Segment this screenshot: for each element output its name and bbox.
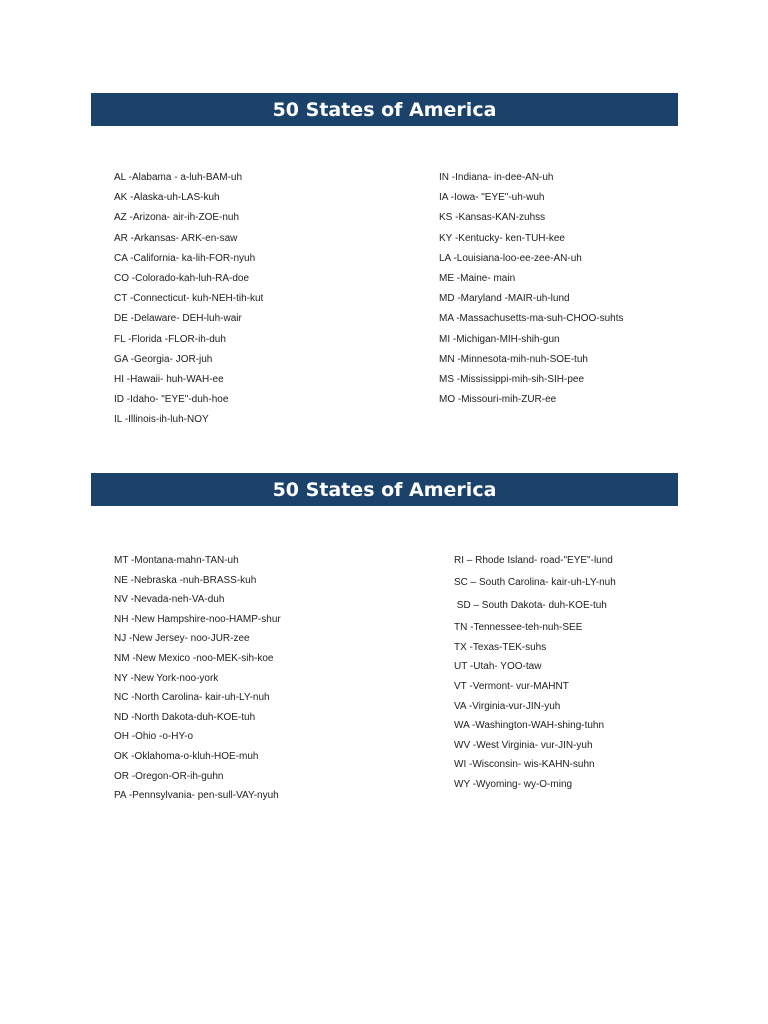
list-item: GA -Georgia- JOR-juh	[114, 353, 213, 365]
list-item: DE -Delaware- DEH-luh-wair	[114, 313, 242, 325]
list-item: ID -Idaho- "EYE"-duh-hoe	[114, 394, 229, 406]
section-1-title: 50 States of America	[91, 93, 678, 126]
list-item: MI -Michigan-MIH-shih-gun	[439, 333, 560, 345]
section-1-right-list	[439, 168, 624, 410]
list-item: CT -Connecticut- kuh-NEH-tih-kut	[114, 293, 264, 305]
list-item: VT -Vermont- vur-MAHNT	[454, 680, 569, 692]
section-2-left-list	[114, 551, 281, 806]
list-item: SD – South Dakota- duh-KOE-tuh	[454, 599, 607, 611]
list-item: VA -Virginia-vur-JIN-yuh	[454, 700, 561, 712]
list-item: WI -Wisconsin- wis-KAHN-suhn	[454, 759, 595, 771]
list-item: AZ -Arizona- air-ih-ZOE-nuh	[114, 212, 240, 224]
list-item: MN -Minnesota-mih-nuh-SOE-tuh	[439, 353, 588, 365]
list-item: SC – South Carolina- kair-uh-LY-nuh	[454, 577, 616, 589]
list-item: MT -Montana-mahn-TAN-uh	[114, 555, 239, 566]
list-item: WV -West Virginia- vur-JIN-yuh	[454, 739, 593, 751]
list-item: LA -Louisiana-loo-ee-zee-AN-uh	[439, 252, 582, 264]
list-item: MS -Mississippi-mih-sih-SIH-pee	[439, 373, 585, 385]
list-item: AK -Alaska-uh-LAS-kuh	[114, 192, 220, 204]
list-item: NY -New York-noo-york	[114, 672, 219, 684]
list-item: IN -Indiana- in-dee-AN-uh	[439, 172, 554, 183]
list-item: NE -Nebraska -nuh-BRASS-kuh	[114, 574, 257, 586]
list-item: NJ -New Jersey- noo-JUR-zee	[114, 633, 250, 645]
list-item: PA -Pennsylvania- pen-sull-VAY-nyuh	[114, 790, 279, 802]
list-item: ND -North Dakota-duh-KOE-tuh	[114, 711, 256, 723]
list-item: CO -Colorado-kah-luh-RA-doe	[114, 272, 250, 284]
list-item: AL -Alabama - a-luh-BAM-uh	[114, 172, 243, 183]
list-item: IA -Iowa- "EYE"-uh-wuh	[439, 192, 545, 204]
list-item: ME -Maine- main	[439, 272, 516, 284]
section-1-left-list	[114, 168, 263, 430]
list-item: KS -Kansas-KAN-zuhss	[439, 212, 546, 224]
list-item: OK -Oklahoma-o-kluh-HOE-muh	[114, 750, 259, 762]
list-item: WY -Wyoming- wy-O-ming	[454, 778, 573, 790]
list-item: TX -Texas-TEK-suhs	[454, 641, 547, 653]
list-item: WA -Washington-WAH-shing-tuhn	[454, 720, 605, 732]
list-item: MD -Maryland -MAIR-uh-lund	[439, 293, 570, 305]
list-item: CA -California- ka-lih-FOR-nyuh	[114, 252, 256, 264]
list-item: OR -Oregon-OR-ih-guhn	[114, 770, 224, 782]
section-2-right-list	[454, 551, 616, 795]
list-item: NV -Nevada-neh-VA-duh	[114, 594, 225, 606]
list-item: OH -Ohio -o-HY-o	[114, 731, 194, 743]
list-item: AR -Arkansas- ARK-en-saw	[114, 232, 238, 244]
section-2-title: 50 States of America	[91, 473, 678, 506]
list-item: IL -Illinois-ih-luh-NOY	[114, 414, 209, 426]
list-item: MA -Massachusetts-ma-suh-CHOO-suhts	[439, 313, 624, 325]
list-item: NC -North Carolina- kair-uh-LY-nuh	[114, 692, 270, 704]
list-item: NM -New Mexico -noo-MEK-sih-koe	[114, 652, 274, 664]
list-item: NH -New Hampshire-noo-HAMP-shur	[114, 613, 281, 625]
list-item: RI – Rhode Island- road-"EYE"-lund	[454, 555, 613, 566]
list-item: UT -Utah- YOO-taw	[454, 661, 542, 673]
list-item: MO -Missouri-mih-ZUR-ee	[439, 394, 557, 406]
list-item: KY -Kentucky- ken-TUH-kee	[439, 232, 565, 244]
list-item: TN -Tennessee-teh-nuh-SEE	[454, 622, 583, 634]
list-item: HI -Hawaii- huh-WAH-ee	[114, 373, 224, 385]
list-item: FL -Florida -FLOR-ih-duh	[114, 333, 226, 345]
